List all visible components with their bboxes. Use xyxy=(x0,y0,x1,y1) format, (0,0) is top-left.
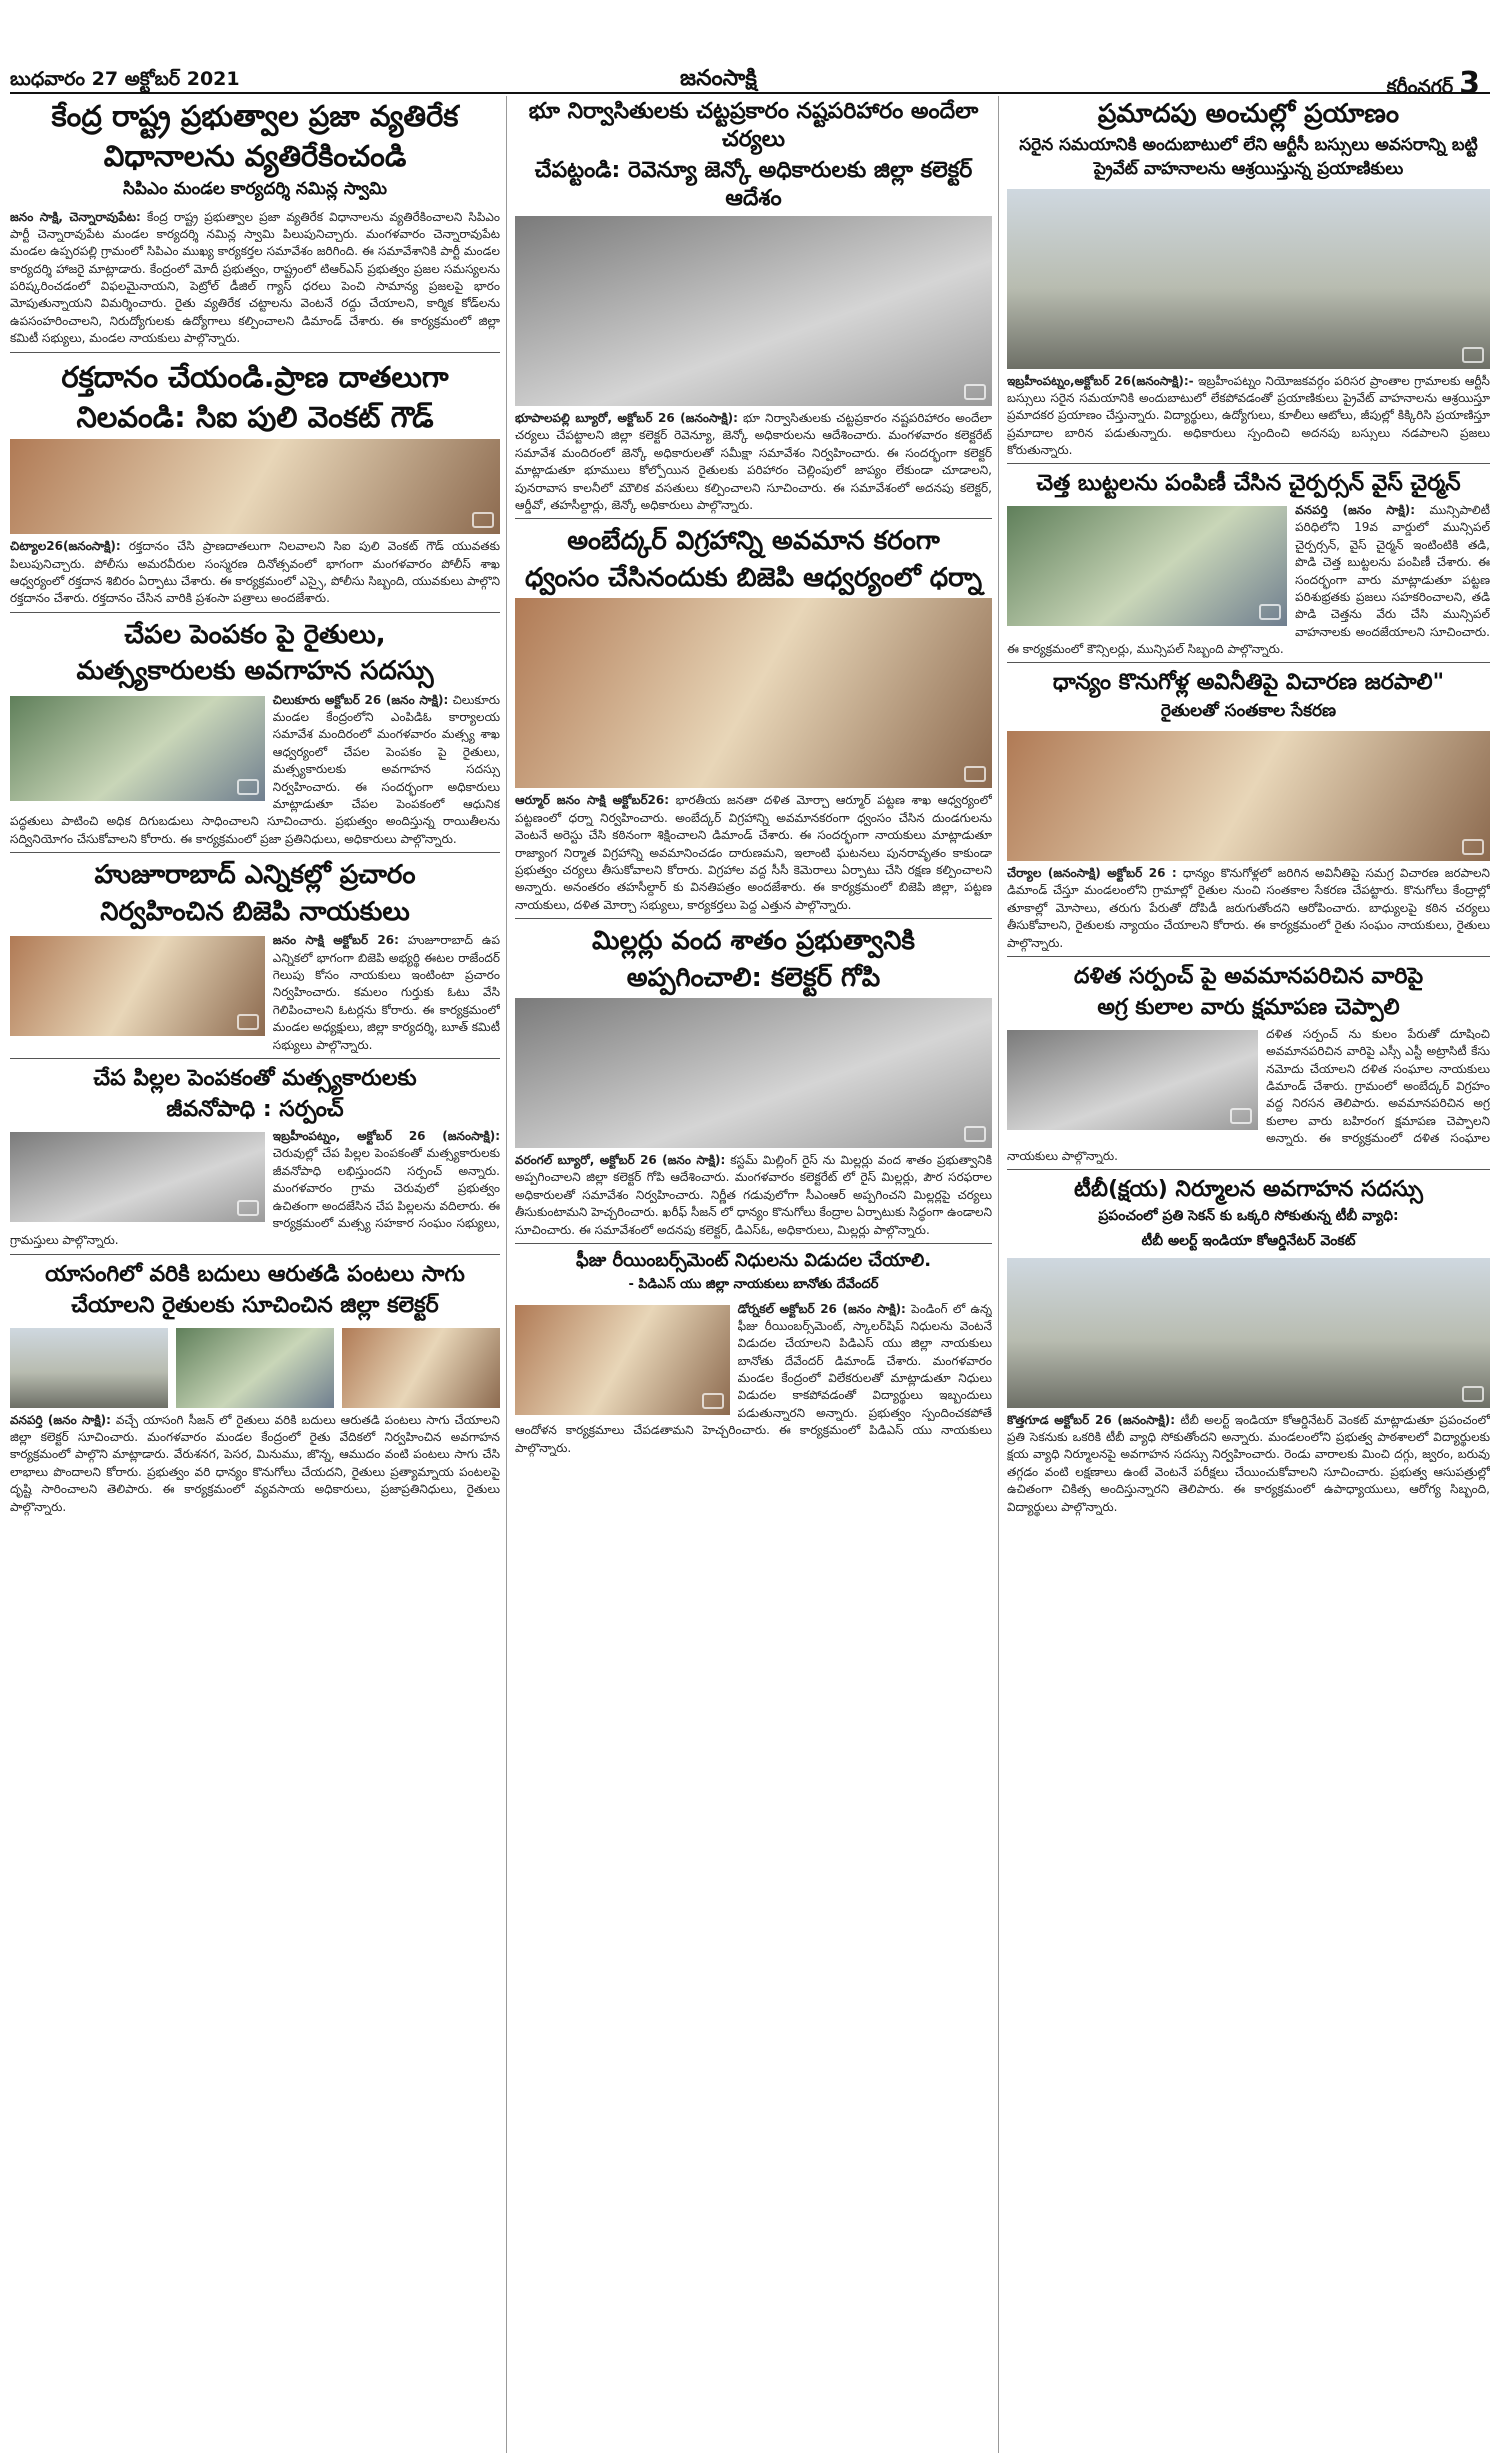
story-text: కస్టమ్ మిల్లింగ్ రైస్ ను మిల్లర్లు వంద శాతం ప్రభుత్వానికి అప్పగించాలని జిల్లా కలెక్టర్ గోపి ఆదేశించారు. మంగళవారం కలెక్టరేట్ లో రైస్ మిల్లర్లు, పౌర సరఫరాల అధికారులతో సమావేశం నిర్వహించారు. నిర్ణీత గడువులోగా సీఎంఆర్ అప్పగించని మిల్లర్లపై చర్యలు తీసుకుంటామని హెచ్చరించారు. ఖరీఫ్ సీజన్ లో ధాన్యం కొనుగోలు కేంద్రాల ఏర్పాటుకు సిద్ధంగా ఉండాలని సూచించారు. ఈ సమావేశంలో అదనపు కలెక్టర్, డిఎస్ఓ, అధికారులు, మిల్లర్లు పాల్గొన్నారు. xyxy=(515,1153,992,1237)
headline: దళిత సర్పంచ్ పై అవమానపరిచిన వారిపై xyxy=(1073,963,1424,989)
masthead xyxy=(0,0,1500,101)
photo-icon xyxy=(237,1200,259,1216)
news-photo xyxy=(515,1305,730,1415)
story-body xyxy=(515,410,992,514)
photo-icon xyxy=(237,779,259,795)
news-photo xyxy=(1007,189,1490,369)
story-body xyxy=(515,792,992,914)
headline-line-2: నిర్వహించిన బిజెపి నాయకులు xyxy=(100,896,410,927)
news-photo xyxy=(176,1328,334,1408)
dateline: డోర్నకల్ అక్టోబర్ 26 (జనం సాక్షి): xyxy=(737,1301,906,1316)
story-body xyxy=(1007,1412,1490,1516)
story-text: రక్తదానం చేసి ప్రాణదాతలుగా నిలవాలని సిఐ పులి వెంకట్ గౌడ్ యువతకు పిలుపునిచ్చారు. పోలీసు అమరవీరుల సంస్మరణ దినోత్సవంలో భాగంగా మంగళవారం పోలీస్ శాఖ ఆధ్వర్యంలో రక్తదాన శిబిరం ఏర్పాటు చేశారు. ఈ కార్యక్రమంలో ఎస్సై, పోలీసు సిబ్బంది, యువకులు పాల్గొని రక్తదానం చేశారు. రక్తదానం చేసిన వారికి ప్రశంసా పత్రాలు అందజేశారు. xyxy=(10,539,500,606)
story-collector-crops xyxy=(10,1261,500,1520)
story-text: మున్సిపాలిటీ పరిధిలోని 19వ వార్డులో మున్సిపల్ చైర్పర్సన్, వైస్ చైర్మన్ ఇంటింటికి తడి, పొడి చెత్త బుట్టలను పంపిణీ చేశారు. ఈ సందర్భంగా వారు మాట్లాడుతూ పట్టణ పరిశుభ్రతకు ప్రజలు సహకరించాలని, తడి పొడి చెత్తను వేరు చేసి మున్సిపల్ వాహనాలకు అందజేయాలని సూచించారు. ఈ కార్యక్రమంలో కౌన్సిలర్లు, మున్సిపల్ సిబ్బంది పాల్గొన్నారు. xyxy=(1007,502,1490,657)
news-photo xyxy=(515,998,992,1148)
story-text: ఇబ్రహీంపట్నం నియోజకవర్గం పరిసర ప్రాంతాల గ్రామాలకు ఆర్టీసీ బస్సులు సరైన సమయానికి అందుబాటులో లేకపోవడంతో ప్రయాణికులు ప్రైవేట్ వాహనాలను ఆశ్రయిస్తూ ప్రమాదకర ప్రయాణం చేస్తున్నారు. విద్యార్థులు, ఉద్యోగులు, కూలీలు ఆటోలు, జీపుల్లో కిక్కిరిసి ప్రయాణిస్తూ ప్రమాదాల బారిన పడుతున్నారు. అధికారులు స్పందించి అదనపు బస్సులు నడపాలని ప్రజలు కోరుతున్నారు. xyxy=(1007,373,1490,458)
story-text: భారతీయ జనతా దళిత మోర్చా ఆర్మూర్ పట్టణ శాఖ ఆధ్వర్యంలో పట్టణంలో ధర్నా నిర్వహించారు. అంబేద్కర్ విగ్రహాన్ని అవమానకరంగా ధ్వంసం చేసిన దుండగులను వెంటనే అరెస్టు చేసి కఠినంగా శిక్షించాలని డిమాండ్ చేశారు. ఈ సందర్భంగా నాయకులు మాట్లాడుతూ రాజ్యాంగ నిర్మాత విగ్రహాన్ని అవమానించడం దారుణమని, ఇలాంటి ఘటనలు పునరావృతం కాకుండా ప్రభుత్వం చర్యలు తీసుకోవాలని కోరారు. విగ్రహాల వద్ద సీసీ కెమెరాలు ఏర్పాటు చేసి రక్షణ కల్పించాలని అన్నారు. అనంతరం తహసీల్దార్ కు వినతిపత్రం అందజేశారు. ఈ కార్యక్రమంలో బిజెపి జిల్లా, పట్టణ నాయకులు, దళిత మోర్చా సభ్యులు, కార్యకర్తలు పెద్ద ఎత్తున పాల్గొన్నారు. xyxy=(515,793,992,912)
story-land-compensation xyxy=(515,98,992,519)
story-text: చెరువుల్లో చేప పిల్లల పెంపకంతో మత్స్యకారులకు జీవనోపాధి లభిస్తుందని సర్పంచ్ అన్నారు. మంగళవారం గ్రామ చెరువులో ప్రభుత్వం ఉచితంగా అందజేసిన చేప పిల్లలను వదిలారు. ఈ కార్యక్రమంలో మత్స్య సహకార సంఘం సభ్యులు, గ్రామస్తులు పాల్గొన్నారు. xyxy=(10,1146,500,1248)
news-photo xyxy=(1007,1030,1258,1130)
story-body xyxy=(10,209,500,348)
photo-icon xyxy=(1259,604,1281,620)
news-photo xyxy=(1007,1258,1490,1408)
news-photo xyxy=(10,439,500,534)
story-body: దళిత సర్పంచ్ ను కులం పేరుతో దూషించి అవమానపరిచిన వారిపై ఎస్సీ ఎస్టీ అట్రాసిటీ కేసు నమోదు చేయాలని దళిత సంఘాల నాయకులు డిమాండ్ చేశారు. గ్రామంలో అంబేద్కర్ విగ్రహం వద్ద నిరసన తెలిపారు. అవమానపరిచిన అగ్ర కులాల వారు బహిరంగ క్షమాపణ చెప్పాలని అన్నారు. ఈ కార్యక్రమంలో దళిత సంఘాల నాయకులు పాల్గొన్నారు. xyxy=(1007,1026,1490,1163)
page-number: 3 xyxy=(1459,66,1480,101)
story-text: వచ్చే యాసంగి సీజన్ లో రైతులు వరికి బదులు ఆరుతడి పంటలు సాగు చేయాలని జిల్లా కలెక్టర్ సూచించారు. మంగళవారం మండల కేంద్రంలో రైతు వేదికలో నిర్వహించిన అవగాహన కార్యక్రమంలో పాల్గొని మాట్లాడారు. వేరుశనగ, పెసర, మినుము, జొన్న, ఆముదం వంటి పంటలు సాగు చేసి లాభాలు పొందాలని కోరారు. ప్రభుత్వం వరి ధాన్యం కొనుగోలు చేయదని, రైతులు ప్రత్యామ్నాయ పంటలపై దృష్టి సారించాలని తెలిపారు. ఈ కార్యక్రమంలో వ్యవసాయ అధికారులు, ప్రజాప్రతినిధులు, రైతులు పాల్గొన్నారు. xyxy=(10,1412,500,1514)
headline: ప్రమాదపు అంచుల్లో ప్రయాణం xyxy=(1097,99,1400,129)
story-body xyxy=(515,1152,992,1239)
news-photo xyxy=(342,1328,500,1408)
subheadline-2: టీబీ అలర్ట్ ఇండియా కోఆర్డినేటర్ వెంకట్ xyxy=(1141,1232,1356,1249)
dateline: కొత్తగూడ అక్టోబర్ 26 (జనంసాక్షి): xyxy=(1007,1412,1176,1427)
photo-icon xyxy=(472,512,494,528)
story-text: చిలుకూరు మండల కేంద్రంలోని ఎంపిడిఓ కార్యాలయ సమావేశ మందిరంలో మంగళవారం మత్స్య శాఖ ఆధ్వర్యంలో చేపల పెంపకం పై రైతులు, మత్స్యకారులకు అవగాహన సదస్సు నిర్వహించారు. ఈ సందర్భంగా అధికారులు మాట్లాడుతూ చేపల పెంపకంలో ఆధునిక పద్ధతులు పాటించి అధిక దిగుబడులు సాధించాలని సూచించారు. ప్రభుత్వం అందిస్తున్న రాయితీలను సద్వినియోగం చేసుకోవాలని కోరారు. ఈ కార్యక్రమంలో ప్రజా ప్రతినిధులు, అధికారులు పాల్గొన్నారు. xyxy=(10,692,500,846)
headline-line-2: జీవనోపాధి : సర్పంచ్ xyxy=(166,1097,344,1123)
column-2 xyxy=(506,96,992,2453)
headline: ధాన్యం కొనుగోళ్ల అవినీతిపై విచారణ జరపాలి" xyxy=(1052,670,1445,696)
headline: హుజూరాబాద్ ఎన్నికల్లో ప్రచారం xyxy=(94,860,416,891)
headline: కేంద్ర రాష్ట్ర ప్రభుత్వాల ప్రజా వ్యతిరేక xyxy=(51,99,459,133)
story-body xyxy=(10,538,500,608)
headline: అంబేద్కర్ విగ్రహాన్ని అవమాన కరంగా xyxy=(567,526,940,557)
headline-line-2: నిలవండి: సిఐ పులి వెంకట్ గౌడ్ xyxy=(76,399,434,434)
story-text: ధాన్యం కొనుగోళ్లలో జరిగిన అవినీతిపై సమగ్ర విచారణ జరపాలని డిమాండ్ చేస్తూ మండలంలోని గ్రామాల్లో రైతుల నుంచి సంతకాల సేకరణ చేపట్టారు. కొనుగోలు కేంద్రాల్లో తూకాల్లో మోసాలు, తరుగు పేరుతో దోపిడీ జరుగుతోందని ఆరోపించారు. బాధ్యులపై కఠిన చర్యలు తీసుకోవాలని, రైతులకు న్యాయం చేయాలని కోరారు. ఈ కార్యక్రమంలో రైతు సంఘం నాయకులు, రైతులు పాల్గొన్నారు. xyxy=(1007,865,1490,950)
news-photo xyxy=(10,696,265,801)
news-photo xyxy=(515,598,992,788)
dateline: వరంగల్ బ్యూరో, అక్టోబర్ 26 (జనం సాక్షి): xyxy=(515,1153,726,1168)
headline-line-2: అగ్ర కులాల వారు క్షమాపణ చెప్పాలి xyxy=(1097,995,1400,1021)
news-photo xyxy=(10,936,265,1036)
story-text: పెండింగ్ లో ఉన్న ఫీజు రీయింబర్స్‌మెంట్, స్కాలర్‌షిప్ నిధులను వెంటనే విడుదల చేయాలని పిడిఎస్ యు జిల్లా నాయకులు బానోతు దేవేందర్ డిమాండ్ చేశారు. మంగళవారం మండల కేంద్రంలో విలేకరులతో మాట్లాడుతూ నిధులు విడుదల కాకపోవడంతో విద్యార్థులు ఇబ్బందులు పడుతున్నారని అన్నారు. ప్రభుత్వం స్పందించకపోతే ఆందోళన కార్యక్రమాలు చేపడతామని హెచ్చరించారు. ఈ కార్యక్రమంలో పిడిఎస్ యు నాయకులు పాల్గొన్నారు. xyxy=(515,1301,992,1455)
photo-icon xyxy=(1462,1386,1484,1402)
photo-row xyxy=(10,1324,500,1412)
story-text: భూ నిర్వాసితులకు చట్టప్రకారం నష్టపరిహారం అందేలా చర్యలు చేపట్టాలని జిల్లా కలెక్టర్ రెవెన్యూ, జెన్కో అధికారులను ఆదేశించారు. మంగళవారం కలెక్టరేట్ సమావేశ మందిరంలో జెన్కో అధికారులతో సమీక్షా సమావేశం నిర్వహించారు. ఈ సందర్భంగా కలెక్టర్ మాట్లాడుతూ భూములు కోల్పోయిన రైతులకు పరిహారం చెల్లింపులో జాప్యం లేకుండా చూడాలని, పునరావాస కాలనీలో మౌలిక వసతులు కల్పించాలని సూచించారు. ఈ సమావేశంలో అదనపు కలెక్టర్, ఆర్డీవో, తహసీల్దార్లు, జెన్కో అధికారులు పాల్గొన్నారు. xyxy=(515,411,992,512)
dateline: చిట్యాల26(జనంసాక్షి): xyxy=(10,539,121,554)
headline-line-2: ధ్వంసం చేసినందుకు బిజెపి ఆధ్వర్యంలో ధర్నా xyxy=(525,562,982,593)
news-photo xyxy=(1007,506,1287,626)
headline-line-2: చేపట్టండి: రెవెన్యూ జెన్కో అధికారులకు జిల్లా కలెక్టర్ ఆదేశం xyxy=(534,158,973,211)
photo-icon xyxy=(702,1393,724,1409)
story-dalit-sarpanch xyxy=(1007,963,1490,1170)
subheadline: సరైన సమయానికి అందుబాటులో లేని ఆర్టీసీ బస్సులు అవసరాన్ని బట్టి ప్రైవేట్ వాహనాలను ఆశ్రయిస్తున్న ప్రయాణికులు xyxy=(1019,134,1478,179)
headline: మిల్లర్లు వంద శాతం ప్రభుత్వానికి xyxy=(591,926,915,957)
news-photo xyxy=(515,216,992,406)
headline: భూ నిర్వాసితులకు చట్టప్రకారం నష్టపరిహారం అందేలా చర్యలు xyxy=(528,99,979,152)
headline: చెత్త బుట్టలను పంపిణీ చేసిన చైర్పర్సన్ వైస్ చైర్మన్ xyxy=(1036,471,1461,497)
dateline: ఇబ్రహీంపట్నం, అక్టోబర్ 26 (జనంసాక్షి): xyxy=(272,1128,500,1143)
story-text: కేంద్ర రాష్ట్ర ప్రభుత్వాల ప్రజా వ్యతిరేక విధానాలను వ్యతిరేకించాలని సిపిఎం పార్టీ చెన్నారావుపేట మండల కార్యదర్శి నమిన్ల స్వామి పిలుపునిచ్చారు. మంగళవారం చెన్నారావుపేట మండల ఉప్పరపల్లి గ్రామంలో సిపిఎం ముఖ్య కార్యకర్తల సమావేశం జరిగింది. ఈ సమావేశానికి పార్టీ మండల కార్యదర్శి హాజరై మాట్లాడారు. కేంద్రంలో మోదీ ప్రభుత్వం, రాష్ట్రంలో టిఆర్ఎస్ ప్రభుత్వం ప్రజల సమస్యలను పరిష్కరించడంలో విఫలమైనాయని, పెట్రోల్ డీజిల్ గ్యాస్ ధరలు పెంచి సామాన్య ప్రజలపై భారం మోపుతున్నాయని విమర్శించారు. రైతు వ్యతిరేక చట్టాలను వెంటనే రద్దు చేయాలని, కార్మిక కోడ్‌లను ఉపసంహరించాలని, నిరుద్యోగులకు ఉద్యోగాలు కల్పించాలని డిమాండ్ చేశారు. ఈ కార్యక్రమంలో జిల్లా కమిటీ సభ్యులు, మండల నాయకులు పాల్గొన్నారు. xyxy=(10,209,500,346)
photo-icon xyxy=(964,1126,986,1142)
story-body xyxy=(10,1412,500,1516)
headline-line-2: అప్పగించాలి: కలెక్టర్ గోపి xyxy=(626,962,881,993)
story-grain-procurement xyxy=(1007,669,1490,956)
dateline: ఆర్మూర్ జనం సాక్షి అక్టోబర్26: xyxy=(515,793,670,808)
headline: చేపల పెంపకం పై రైతులు, xyxy=(124,619,386,650)
headline-line-2: మత్స్యకారులకు అవగాహన సదస్సు xyxy=(76,656,434,687)
dateline: చిలుకూరు అక్టోబర్ 26 (జనం సాక్షి): xyxy=(272,692,449,707)
story-cpim xyxy=(10,98,500,353)
subheadline: - పిడిఎస్ యు జిల్లా నాయకులు బానోతు దేవేందర్ xyxy=(628,1276,879,1292)
subheadline: రైతులతో సంతకాల సేకరణ xyxy=(1160,700,1337,721)
dateline: చేర్యాల (జనంసాక్షి) అక్టోబర్ 26 : xyxy=(1007,865,1177,880)
dateline: వనపర్తి (జనం సాక్షి): xyxy=(1295,502,1416,517)
story-fee-reimbursement xyxy=(515,1250,992,1461)
headline: టీబీ(క్షయ) నిర్మూలన అవగాహన సదస్సు xyxy=(1074,1177,1423,1203)
edition-name: కరీంనగర్ xyxy=(1386,76,1454,98)
dateline: ఇబ్రహీంపట్నం,అక్టోబర్ 26(జనంసాక్షి):- xyxy=(1007,373,1194,388)
photo-icon xyxy=(1462,839,1484,855)
subheadline: ప్రపంచంలో ప్రతి సెకన్ కు ఒక్కరి సోకుతున్న టీబీ వ్యాధి: xyxy=(1098,1207,1399,1224)
headline-line-2: చేయాలని రైతులకు సూచించిన జిల్లా కలెక్టర్ xyxy=(71,1293,439,1319)
story-ambedkar-dharna xyxy=(515,525,992,919)
headline: ఫీజు రీయింబర్స్‌మెంట్ నిధులను విడుదల చేయాలి. xyxy=(575,1250,932,1272)
masthead-rule xyxy=(10,92,1490,94)
dateline: భూపాలపల్లి బ్యూరో, అక్టోబర్ 26 (జనంసాక్షి): xyxy=(515,411,738,425)
photo-icon xyxy=(1230,1108,1252,1124)
column-3 xyxy=(998,96,1490,2453)
news-photo xyxy=(1007,731,1490,861)
headline-line-2: విధానాలను వ్యతిరేకించండి xyxy=(103,139,407,174)
story-fish-farming xyxy=(10,619,500,854)
headline: యాసంగిలో వరికి బదులు ఆరుతడి పంటలు సాగు xyxy=(45,1261,465,1287)
photo-icon xyxy=(964,384,986,400)
subheadline: సిపిఎం మండల కార్యదర్శి నమిన్ల స్వామి xyxy=(122,178,388,199)
headline: రక్తదానం చేయండి.ప్రాణ దాతలుగా xyxy=(61,359,449,394)
story-body xyxy=(1007,373,1490,460)
photo-icon xyxy=(964,766,986,782)
photo-icon xyxy=(237,1014,259,1030)
story-text: హుజూరాబాద్ ఉప ఎన్నికలో భాగంగా బిజెపి అభ్యర్థి ఈటల రాజేందర్ గెలుపు కోసం నాయకులు ఇంటింటా ప్రచారం నిర్వహించారు. కమలం గుర్తుకు ఓటు వేసి గెలిపించాలని ఓటర్లను కోరారు. ఈ కార్యక్రమంలో మండల అధ్యక్షులు, జిల్లా కార్యదర్శి, బూత్ కమిటీ సభ్యులు పాల్గొన్నారు. xyxy=(272,933,500,1052)
dateline: వనపర్తి (జనం సాక్షి): xyxy=(10,1412,111,1427)
column-1 xyxy=(10,96,500,2453)
story-fish-seedlings xyxy=(10,1065,500,1255)
story-text: టీబీ అలర్ట్ ఇండియా కోఆర్డినేటర్ వెంకట్ మాట్లాడుతూ ప్రపంచంలో ప్రతి సెకనుకు ఒకరికి టీబీ వ్యాధి సోకుతోందని అన్నారు. మండలంలోని ప్రభుత్వ పాఠశాలలో విద్యార్థులకు క్షయ వ్యాధి నిర్మూలనపై అవగాహన సదస్సు నిర్వహించారు. రెండు వారాలకు మించి దగ్గు, జ్వరం, బరువు తగ్గడం వంటి లక్షణాలు ఉంటే వెంటనే పరీక్షలు చేయించుకోవాలని సూచించారు. ప్రభుత్వ ఆసుపత్రుల్లో ఉచితంగా చికిత్స అందిస్తున్నారని తెలిపారు. ఈ కార్యక్రమంలో ఉపాధ్యాయులు, ఆరోగ్య సిబ్బంది, విద్యార్థులు పాల్గొన్నారు. xyxy=(1007,1412,1490,1514)
story-body xyxy=(1007,865,1490,952)
story-huzurabad xyxy=(10,859,500,1059)
story-millers xyxy=(515,925,992,1244)
dateline: జనం సాక్షి అక్టోబర్ 26: xyxy=(272,933,399,948)
story-risky-travel xyxy=(1007,98,1490,464)
issue-date: బుధవారం 27 అక్టోబర్ 2021 xyxy=(10,68,240,90)
story-blood-donation xyxy=(10,359,500,613)
story-tb-awareness xyxy=(1007,1176,1490,1520)
dateline: జనం సాక్షి, చెన్నారావుపేట: xyxy=(10,209,141,224)
newspaper-brand: జనంసాక్షి xyxy=(680,66,757,91)
news-photo xyxy=(10,1132,265,1222)
photo-icon xyxy=(1462,347,1484,363)
news-photo xyxy=(10,1328,168,1408)
story-dustbins xyxy=(1007,470,1490,663)
headline: చేప పిల్లల పెంపకంతో మత్స్యకారులకు xyxy=(93,1065,417,1091)
